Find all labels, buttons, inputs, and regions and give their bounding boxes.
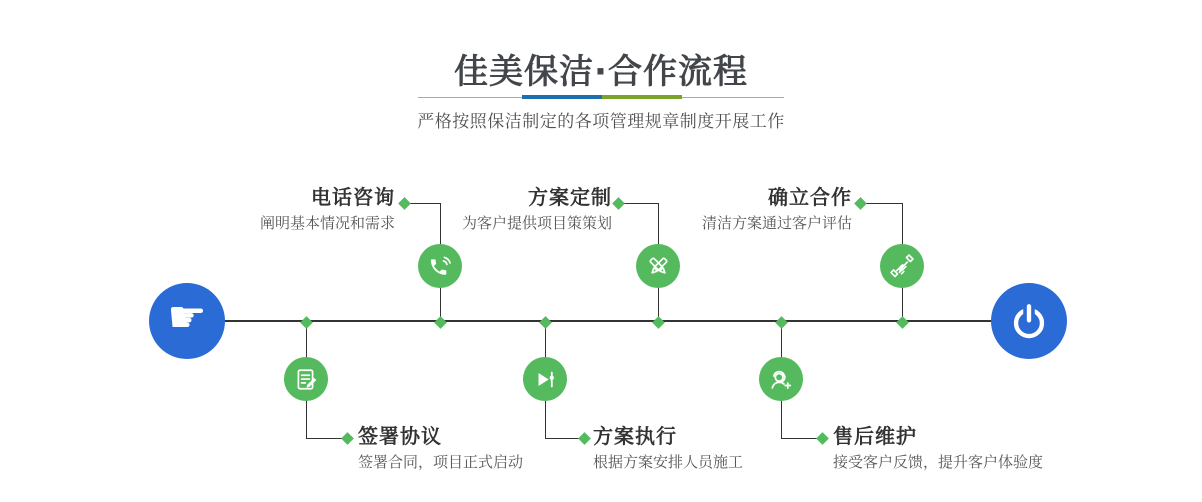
pointing-hand-icon: ☛ [167,292,207,343]
step-title: 售后维护 [833,424,917,448]
diamond-node [578,432,591,445]
step-desc: 清洁方案通过客户评估 [701,214,852,232]
diamond-node [434,316,447,329]
diamond-node [398,197,411,210]
handshake-icon [888,252,916,280]
diamond-node [896,316,909,329]
step-label-service [833,425,1043,471]
phone-icon [427,253,454,280]
step-title: 方案执行 [593,424,677,448]
power-icon [1008,300,1050,342]
diamond-node [539,316,552,329]
diamond-node [341,432,354,445]
step-title: 确立合作 [768,185,852,209]
step-label-execute [593,425,743,471]
step-title: 电话咨询 [311,185,395,209]
diamond-node [775,316,788,329]
title-divider-green-segment [602,95,682,99]
diamond-node [612,197,625,210]
step-label-plan [462,186,612,232]
step-title: 签署协议 [358,424,442,448]
diamond-node [854,197,867,210]
title-divider-blue-segment [522,95,602,99]
step-node-plan [636,244,680,288]
step-title: 方案定制 [528,185,612,209]
diamond-node [816,432,829,445]
page-title: 佳美保洁·合作流程 [454,52,748,92]
connector-line [622,203,658,204]
play-slider-icon [532,366,559,393]
crossed-pencils-icon [645,253,672,280]
step-desc: 为客户提供项目策策划 [461,214,612,232]
customer-service-icon [767,365,795,393]
contract-icon [293,366,320,393]
step-label-phone [260,186,395,232]
step-node-contract [284,357,328,401]
step-desc: 签署合同，项目正式启动 [358,453,524,471]
step-desc: 根据方案安排人员施工 [593,453,744,471]
step-node-phone [418,244,462,288]
step-desc: 接受客户反馈，提升客户体验度 [833,453,1044,471]
step-node-cooperation [880,244,924,288]
step-label-contract [358,425,523,471]
connector-line [862,203,902,204]
diamond-node [300,316,313,329]
step-node-service [759,357,803,401]
page-subtitle: 严格按照保洁制定的各项管理规章制度开展工作 [417,112,785,132]
diamond-node [652,316,665,329]
step-desc: 阐明基本情况和需求 [259,214,395,232]
step-node-execute [523,357,567,401]
start-node [149,283,225,359]
step-label-cooperation [702,186,852,232]
end-node [991,283,1067,359]
